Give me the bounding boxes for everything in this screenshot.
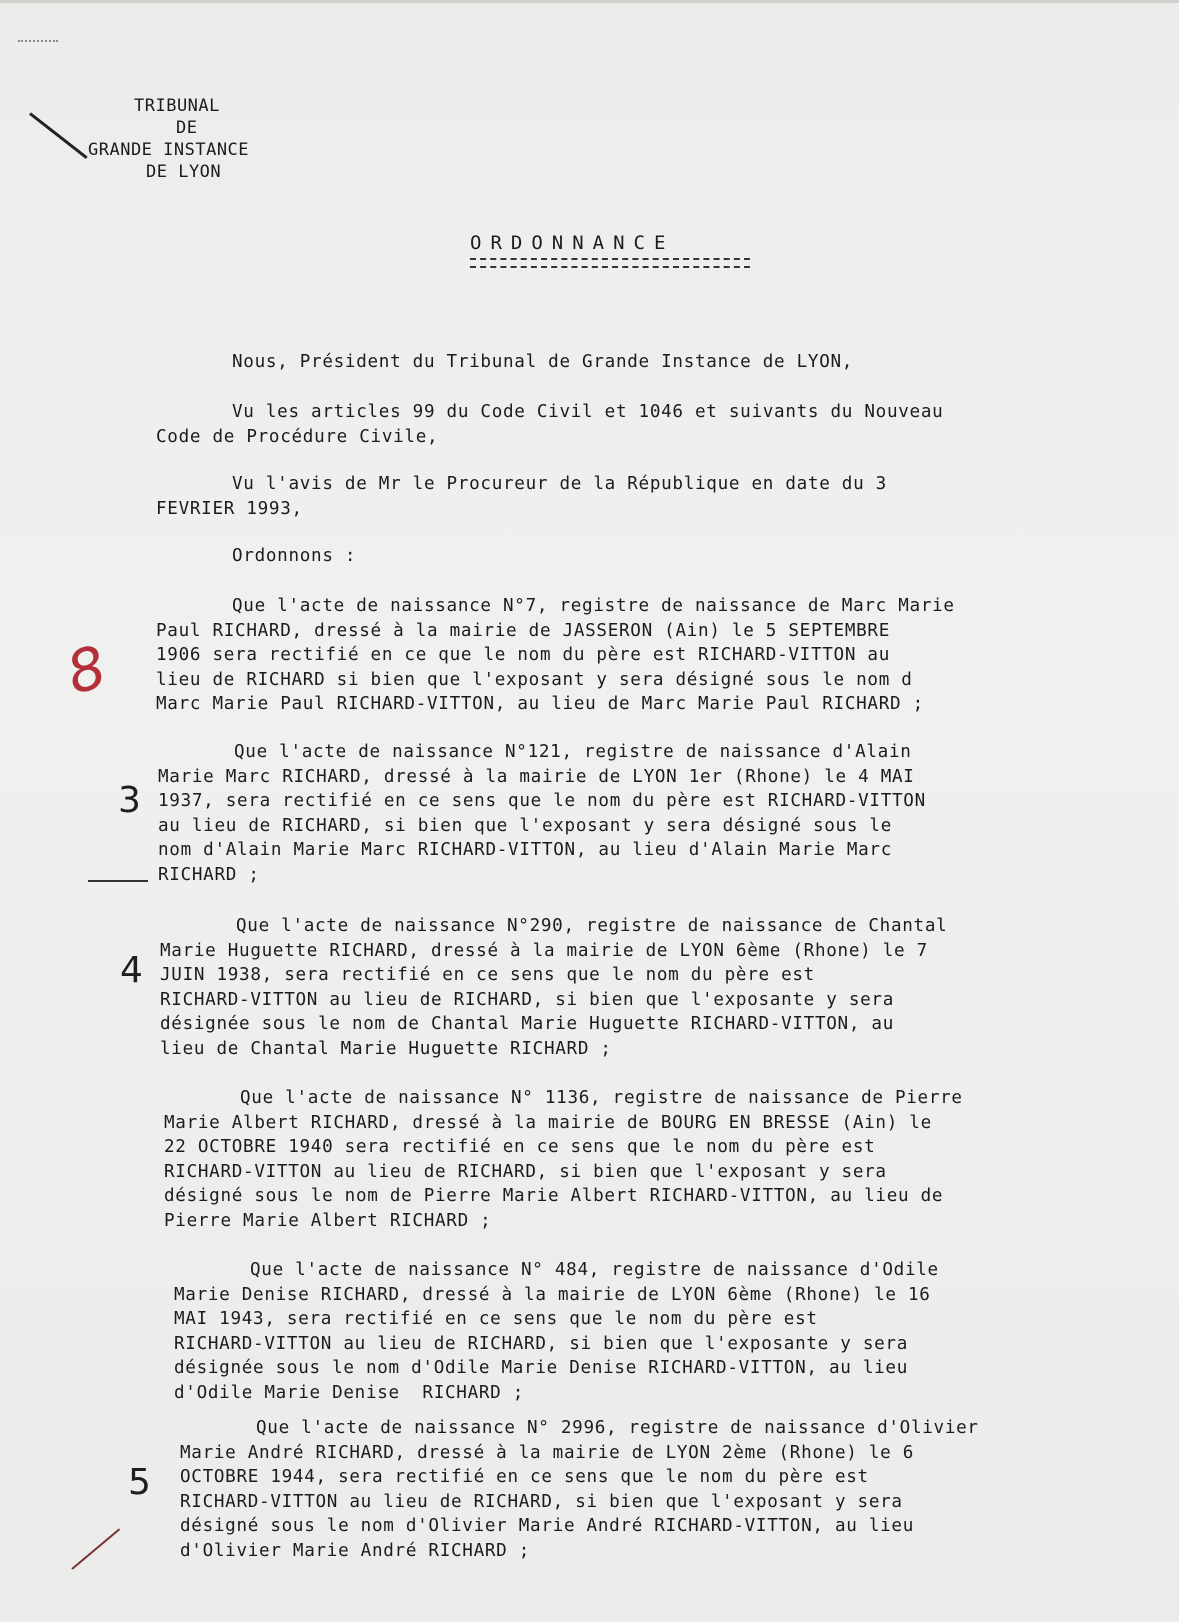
title-underline	[470, 258, 750, 268]
handwritten-margin-number: 4	[120, 950, 143, 991]
paragraph-acte: Que l'acte de naissance N° 484, registre de naissance d'Odile Marie Denise RICHARD, dressé à la mairie de LYON 6ème (Rhone) le 16 MAI 1943, sera rectifié en ce sens que le nom du père est RICHARD-VITTON au lieu de RICHARD, si bien que l'exposante y sera désignée sous le nom d'Odile Marie Denise RICHARD-VITTON, au lieu d'Odile Marie Denise RICHARD ;	[174, 1260, 939, 1403]
court-header	[88, 95, 249, 183]
intro-vu-articles: Vu les articles 99 du Code Civil et 1046 et suivants du Nouveau Code de Procédure Civile,	[156, 402, 944, 447]
paragraph-acte: Que l'acte de naissance N° 2996, registre de naissance d'Olivier Marie André RICHARD, dressé à la mairie de LYON 2ème (Rhone) le 6 OCTOBRE 1944, sera rectifié en ce sens que le nom du père est RICHARD-VITTON au lieu de RICHARD, si bien que l'exposant y sera désigné sous le nom d'Olivier Marie André RICHARD-VITTON, au lieu d'Olivier Marie André RICHARD ;	[180, 1418, 979, 1561]
handwritten-dash	[88, 880, 148, 882]
handwritten-stroke	[29, 112, 88, 159]
paragraph-acte: Que l'acte de naissance N°290, registre de naissance de Chantal Marie Huguette RICHARD, dressé à la mairie de LYON 6ème (Rhone) le 7 JUIN 1938, sera rectifié en ce sens que le nom du père est RICHARD-VITTON au lieu de RICHARD, si bien que l'exposante y sera désignée sous le nom de Chantal Marie Huguette RICHARD-VITTON, au lieu de Chantal Marie Huguette RICHARD ;	[160, 916, 948, 1059]
intro-ordonnons: Ordonnons :	[232, 546, 357, 566]
handwritten-margin-number: 5	[128, 1462, 151, 1503]
header-line-lyon: DE LYON	[146, 162, 222, 182]
intro-nous: Nous, Président du Tribunal de Grande Instance de LYON,	[232, 352, 854, 372]
header-line-tribunal: TRIBUNAL	[134, 96, 220, 116]
handwritten-slash	[71, 1528, 120, 1569]
scan-smudge	[18, 40, 58, 48]
header-line-de: DE	[176, 118, 198, 138]
page-edge	[0, 0, 1179, 3]
paragraph-acte: Que l'acte de naissance N° 1136, registre de naissance de Pierre Marie Albert RICHARD, dressé à la mairie de BOURG EN BRESSE (Ain) le 22 OCTOBRE 1940 sera rectifié en ce sens que le nom du père est RICHARD-VITTON au lieu de RICHARD, si bien que l'exposant y sera désigné sous le nom de Pierre Marie Albert RICHARD-VITTON, au lieu de Pierre Marie Albert RICHARD ;	[164, 1088, 963, 1231]
document-title: ORDONNANCE	[470, 232, 675, 254]
intro-vu-avis: Vu l'avis de Mr le Procureur de la République en date du 3 FEVRIER 1993,	[156, 474, 887, 519]
handwritten-margin-number: 3	[118, 780, 141, 821]
header-line-grande-instance: GRANDE INSTANCE	[88, 140, 250, 160]
paragraph-acte: Que l'acte de naissance N°121, registre de naissance d'Alain Marie Marc RICHARD, dressé à la mairie de LYON 1er (Rhone) le 4 MAI 1937, sera rectifié en ce sens que le nom du père est RICHARD-VITTON au lieu de RICHARD, si bien que l'exposant y sera désigné sous le nom d'Alain Marie Marc RICHARD-VITTON, au lieu d'Alain Marie Marc RICHARD ;	[158, 742, 926, 885]
paragraph-acte: Que l'acte de naissance N°7, registre de naissance de Marc Marie Paul RICHARD, dressé à la mairie de JASSERON (Ain) le 5 SEPTEMBRE 1906 sera rectifié en ce que le nom du père est RICHARD-VITTON au lieu de RICHARD si bien que l'exposant y sera désigné sous le nom d Marc Marie Paul RICHARD-VITTON, au lieu de Marc Marie Paul RICHARD ;	[156, 596, 955, 714]
handwritten-red-mark: 8	[59, 632, 114, 708]
